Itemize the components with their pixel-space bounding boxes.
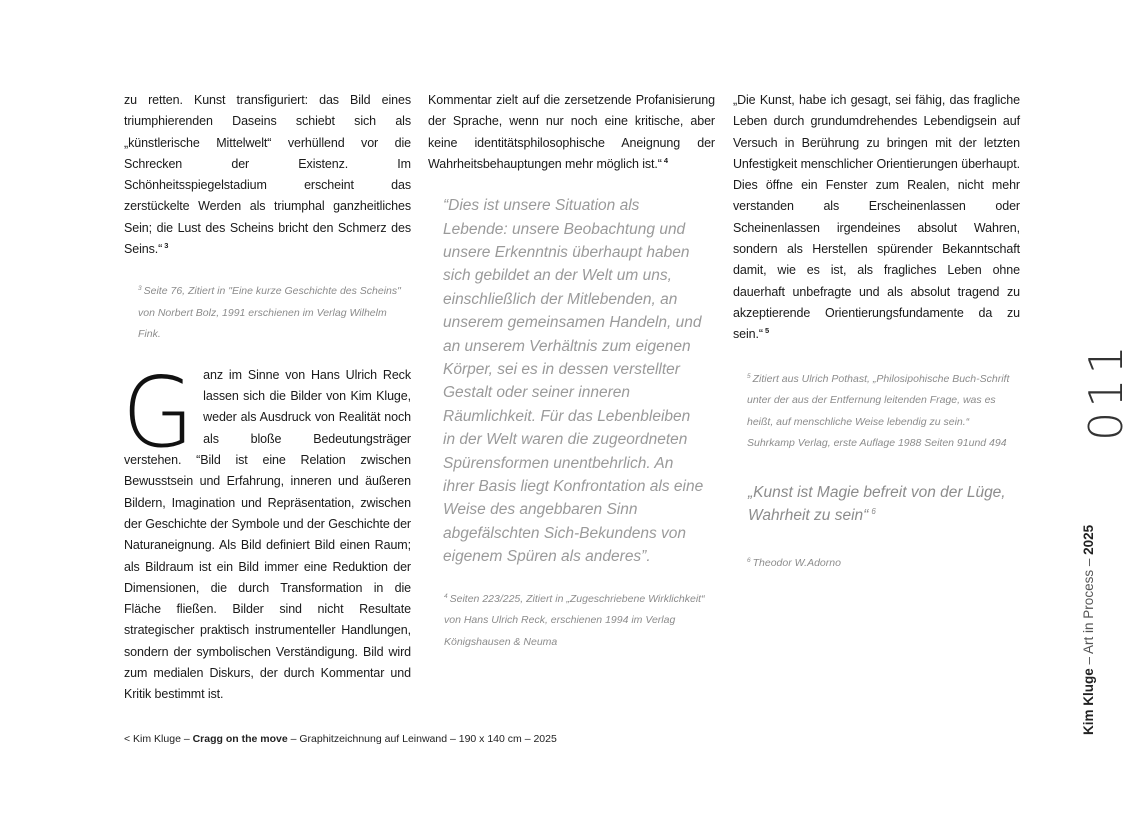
caption-title: Cragg on the move: [192, 733, 288, 745]
footnote: [747, 553, 1020, 575]
body-paragraph: anz im Sinne von Hans Ulrich Reck lassen sich die Bilder von Kim Kluge, weder als Ausdruck von Realität noch als bloße Bedeutungsträger verstehen. “Bild ist eine Relation zwischen Bewusstsein und Erfahrung, inneren und äußeren Bildern, Imagination und Repräsentation, zwischen der Geschichte der Symbole und der Geschichte der Naturaneignung. Als Bild definiert Bild einen Raum; als Bildraum ist ein Bild immer eine Reduktion der Dimensionen, die durch Transformation in die Fläche fließen. Bilder sind nicht Resultate strategischer praktisch instrumenteller Handlungen, sondern der symbolischen Verständigung. Bild wird zum medialen Diskurs, der durch Kommentar und Kritik bestimmt ist.: [124, 367, 411, 702]
column-left: [124, 90, 411, 706]
footnote-number: 5: [747, 372, 751, 380]
body-paragraph: [124, 90, 411, 260]
drop-cap: G: [122, 355, 195, 469]
page-number: 011: [1079, 341, 1133, 441]
running-title: [1082, 525, 1096, 735]
footnote-number: 3: [138, 285, 142, 293]
pull-quote: “Dies ist unsere Situation als Lebende: unsere Beobachtung und unsere Erkenntnis überhaupt haben sich gebildet an der Welt um uns, einschließlich der Mitlebenden, an unserem gemeinsamen Handeln, und an unserem Verhältnis zum eigenen Körper, sei es in dessen verstellter Gestalt oder seiner inneren Räumlichkeit. Für das Lebenbleiben in der Welt waren die zugeordneten Spürensformen unentbehrlich. An ihrer Basis liegt Konfrontation als eine Weise des angebbaren Sinn abgefälschten Sich-Bekundens von eigenem Spüren als anderes”.: [443, 197, 704, 566]
footnote-number: 6: [747, 557, 751, 565]
adorno-quote: [748, 481, 1010, 528]
column-right: [733, 90, 1020, 575]
dropcap-paragraph: [122, 355, 411, 706]
running-title-author: Kim Kluge: [1081, 668, 1096, 735]
footnote: [747, 369, 1017, 455]
paragraph-text: zu retten. Kunst transfiguriert: das Bild eines triumphierenden Daseins schiebt sich als „künstlerische Mittelwelt“ verhüllend vor die Schrecken der Existenz. Im Schönheitsspiegelstadium erscheint das zerstückelte Werden als triumphal ganzheitliches Sein; die Lust des Scheins bricht den Schmerz des Seins.“: [124, 93, 411, 257]
paragraph-text: „Die Kunst, habe ich gesagt, sei fähig, das fragliche Leben durch grundumdrehendes Lebendigsein auf Versuch in Berührung zu bringen mit der letzten Unfestigkeit menschlicher Orientierungen überhaupt. Dies öffne ein Fenster zum Realen, nicht mehr verstanden als Erscheinenlassen oder Scheinenlassen irgendeines absolut Wahren, sondern als Herstellen spürender Bekanntschaft damit, wie es ist, als fragliches Leben ohne dauerhaft unbefragte und als absolut tragend zu akzeptierende Orientierungsfundamente da zu sein.“: [733, 93, 1020, 342]
running-title-subtitle: – Art in Process –: [1081, 558, 1096, 665]
footnote: [444, 589, 714, 654]
quote-text: „Kunst ist Magie befreit von der Lüge, Wahrheit zu sein“: [748, 483, 1006, 524]
body-paragraph: [428, 90, 715, 175]
footnote-reference: 6: [871, 506, 876, 516]
footnote-number: 4: [444, 592, 448, 600]
footnote-text: Zitiert aus Ulrich Pothast, „Philosipohische Buch-Schrift unter der aus der Entfernung leitenden Frage, was es heißt, auf menschliche Weise lebendig zu sein.“ Suhrkamp Verlag, erste Auflage 1988 Seiten 91und 494: [747, 372, 1010, 450]
footnote-reference: 5: [764, 326, 770, 336]
footnote: [138, 281, 403, 346]
caption-details: – Graphitzeichnung auf Leinwand – 190 x 140 cm – 2025: [290, 733, 557, 745]
footnote-text: Seite 76, Zitiert in "Eine kurze Geschichte des Scheins" von Norbert Bolz, 1991 erschienen im Verlag Wilhelm Fink.: [138, 285, 401, 341]
image-caption: [124, 733, 557, 745]
body-paragraph: [733, 90, 1020, 346]
caption-prefix: < Kim Kluge –: [124, 733, 190, 745]
paragraph-text: Kommentar zielt auf die zersetzende Profanisierung der Sprache, wenn nur noch eine kritische, aber keine identitätsphilosophische Aneignung der Wahrheitsbehauptungen mehr möglich ist.“: [428, 93, 715, 171]
footnote-text: Theodor W.Adorno: [752, 557, 841, 570]
footnote-text: Seiten 223/225, Zitiert in „Zugeschriebene Wirklichkeit“ von Hans Ulrich Reck, erschienen 1994 im Verlag Königshausen & Neuma: [444, 592, 705, 648]
column-middle: [428, 90, 715, 653]
footnote-reference: 4: [663, 155, 668, 165]
footnote-reference: 3: [164, 241, 169, 251]
running-title-year: 2025: [1081, 524, 1096, 555]
